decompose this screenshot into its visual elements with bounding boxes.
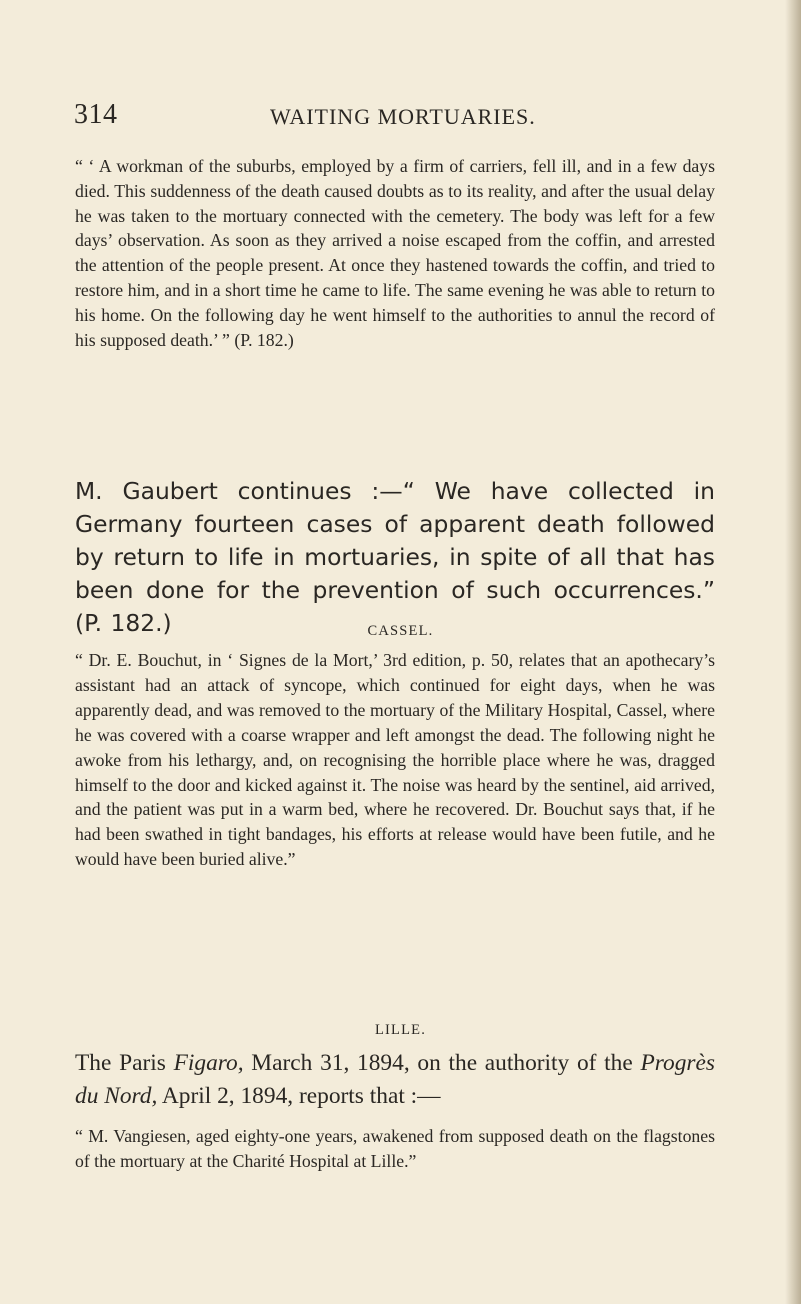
figaro-text-mid: March 31, 1894, on the authority of the (243, 1050, 641, 1076)
figaro-text-after: April 2, 1894, reports that :— (157, 1083, 441, 1109)
gaubert-paragraph: M. Gaubert continues :—“ We have collected in Germany fourteen cases of apparent death followed by return to life in mortuaries, in spite of all that has been done for the prevention of such occurrences.” (P. 182.) (75, 477, 715, 637)
quote-vangiesen-paragraph: “ M. Vangiesen, aged eighty-one years, awakened from supposed death on the flagstones of the mortuary at the Charité Hospital at Lille.” (75, 1126, 715, 1171)
figaro-paragraph (75, 1047, 715, 1113)
page-number: 314 (74, 99, 118, 130)
page-edge-shadow (785, 0, 801, 1304)
section-heading-lille: LILLE. (374, 1022, 427, 1038)
quote-workman-paragraph: “ ‘ A workman of the suburbs, employed by a firm of carriers, fell ill, and in a few days died. This suddenness of the death caused doubts as to its reality, and after the usual delay he was taken to the mortuary connected with the cemetery. The body was left for a few days’ observation. As soon as they arrived a noise escaped from the coffin, and arrested the attention of the people present. At once they hastened towards the coffin, and tried to restore him, and in a short time he came to life. The same evening he was able to return to his home. On the following day he went himself to the authorities to annul the record of his supposed death.’ ” (P. 182.) (75, 156, 715, 350)
running-head: WAITING MORTUARIES. (270, 104, 536, 129)
figaro-text-before: The Paris (75, 1050, 174, 1076)
section-heading-cassel: CASSEL. (367, 623, 434, 639)
quote-bouchut-paragraph: “ Dr. E. Bouchut, in ‘ Signes de la Mort,’ 3rd edition, p. 50, relates that an apothecary’s assistant had an attack of syncope, which continued for eight days, when he was apparently dead, and was removed to the mortuary of the Military Hospital, Cassel, where he was covered with a coarse wrapper and left amongst the dead. The following night he awoke from his lethargy, and, on recognising the horrible place where he was, dragged himself to the door and kicked against it. The noise was heard by the sentinel, aid arrived, and the patient was put in a warm bed, where he recovered. Dr. Bouchut says that, if he had been swathed in tight bandages, his efforts at release would have been futile, and he would have been buried alive.” (75, 650, 715, 870)
progres-title: Progrès du Nord, (75, 1050, 715, 1109)
figaro-title: Figaro, (173, 1050, 244, 1076)
